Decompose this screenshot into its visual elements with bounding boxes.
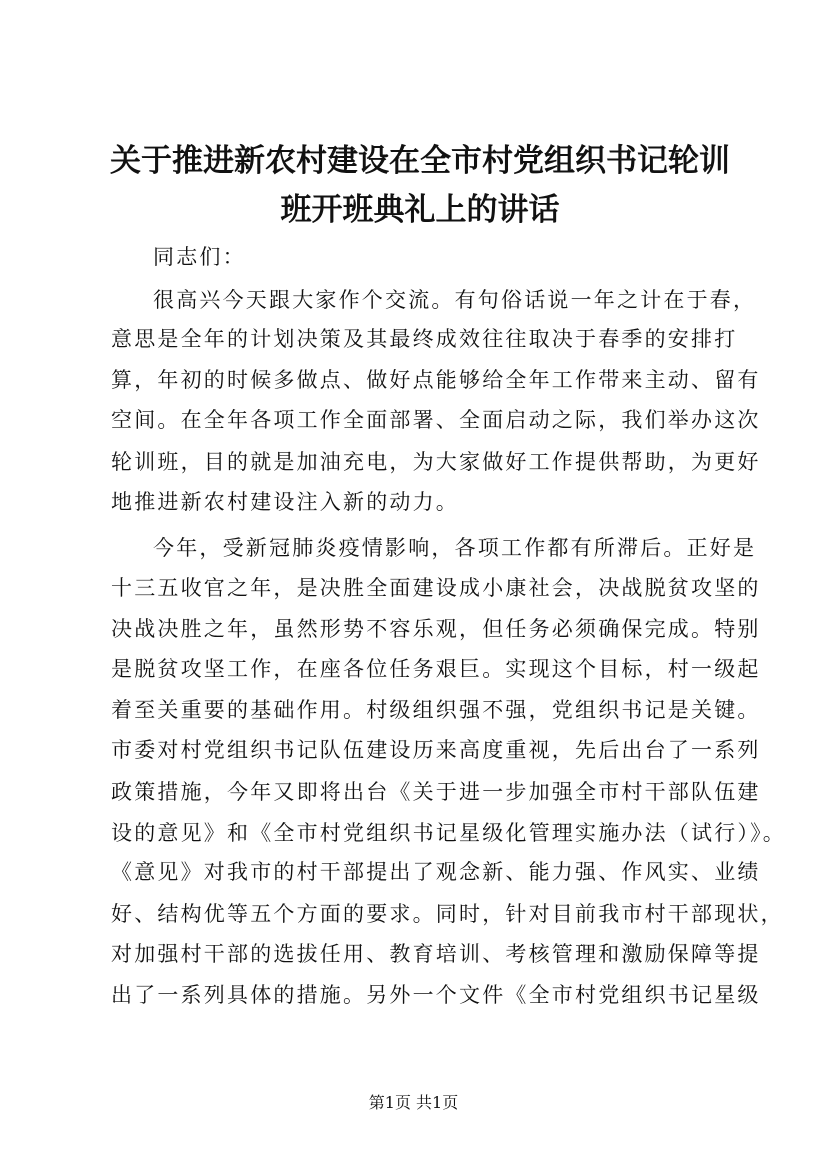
paragraph-line: 设的意见》和《全市村党组织书记星级化管理实施办法（试行）》。	[111, 821, 786, 845]
document-title-line-1: 关于推进新农村建设在全市村党组织书记轮训	[110, 143, 730, 179]
paragraph-line: 出了一系列具体的措施。另外一个文件《全市村党组织书记星级	[111, 983, 761, 1007]
salutation: 同志们：	[153, 245, 246, 269]
paragraph-line: 意思是全年的计划决策及其最终成效往往取决于春季的安排打	[111, 327, 738, 351]
paragraph-line: 轮训班，目的就是加油充电，为大家做好工作提供帮助，为更好	[111, 450, 761, 474]
paragraph-line: 市委对村党组织书记队伍建设历来高度重视，先后出台了一系列	[111, 738, 761, 762]
paragraph-line: 今年，受新冠肺炎疫情影响，各项工作都有所滞后。正好是	[153, 536, 757, 560]
paragraph-line: 是脱贫攻坚工作，在座各位任务艰巨。实现这个目标，村一级起	[111, 657, 761, 681]
page-number-footer: 第1页 共1页	[368, 1093, 459, 1112]
document-title-line-2: 班开班典礼上的讲话	[280, 192, 560, 228]
paragraph-line: 决战决胜之年，虽然形势不容乐观，但任务必须确保完成。特别	[111, 617, 761, 641]
paragraph-line: 空间。在全年各项工作全面部署、全面启动之际，我们举办这次	[111, 408, 761, 432]
paragraph-line: 地推进新农村建设注入新的动力。	[111, 490, 459, 514]
paragraph-line: 十三五收官之年，是决胜全面建设成小康社会，决战脱贫攻坚的	[111, 576, 761, 600]
paragraph-line: 好、结构优等五个方面的要求。同时，针对目前我市村干部现状，	[111, 902, 784, 926]
paragraph-line: 对加强村干部的选拔任用、教育培训、考核管理和激励保障等提	[111, 942, 761, 966]
paragraph-line: 《意见》对我市的村干部提出了观念新、能力强、作风实、业绩	[111, 860, 761, 884]
paragraph-line: 很高兴今天跟大家作个交流。有句俗话说一年之计在于春，	[153, 288, 757, 312]
paragraph-line: 政策措施，今年又即将出台《关于进一步加强全市村干部队伍建	[111, 780, 761, 804]
paragraph-line: 算，年初的时候多做点、做好点能够给全年工作带来主动、留有	[111, 368, 761, 392]
paragraph-line: 着至关重要的基础作用。村级组织强不强，党组织书记是关键。	[111, 698, 761, 722]
